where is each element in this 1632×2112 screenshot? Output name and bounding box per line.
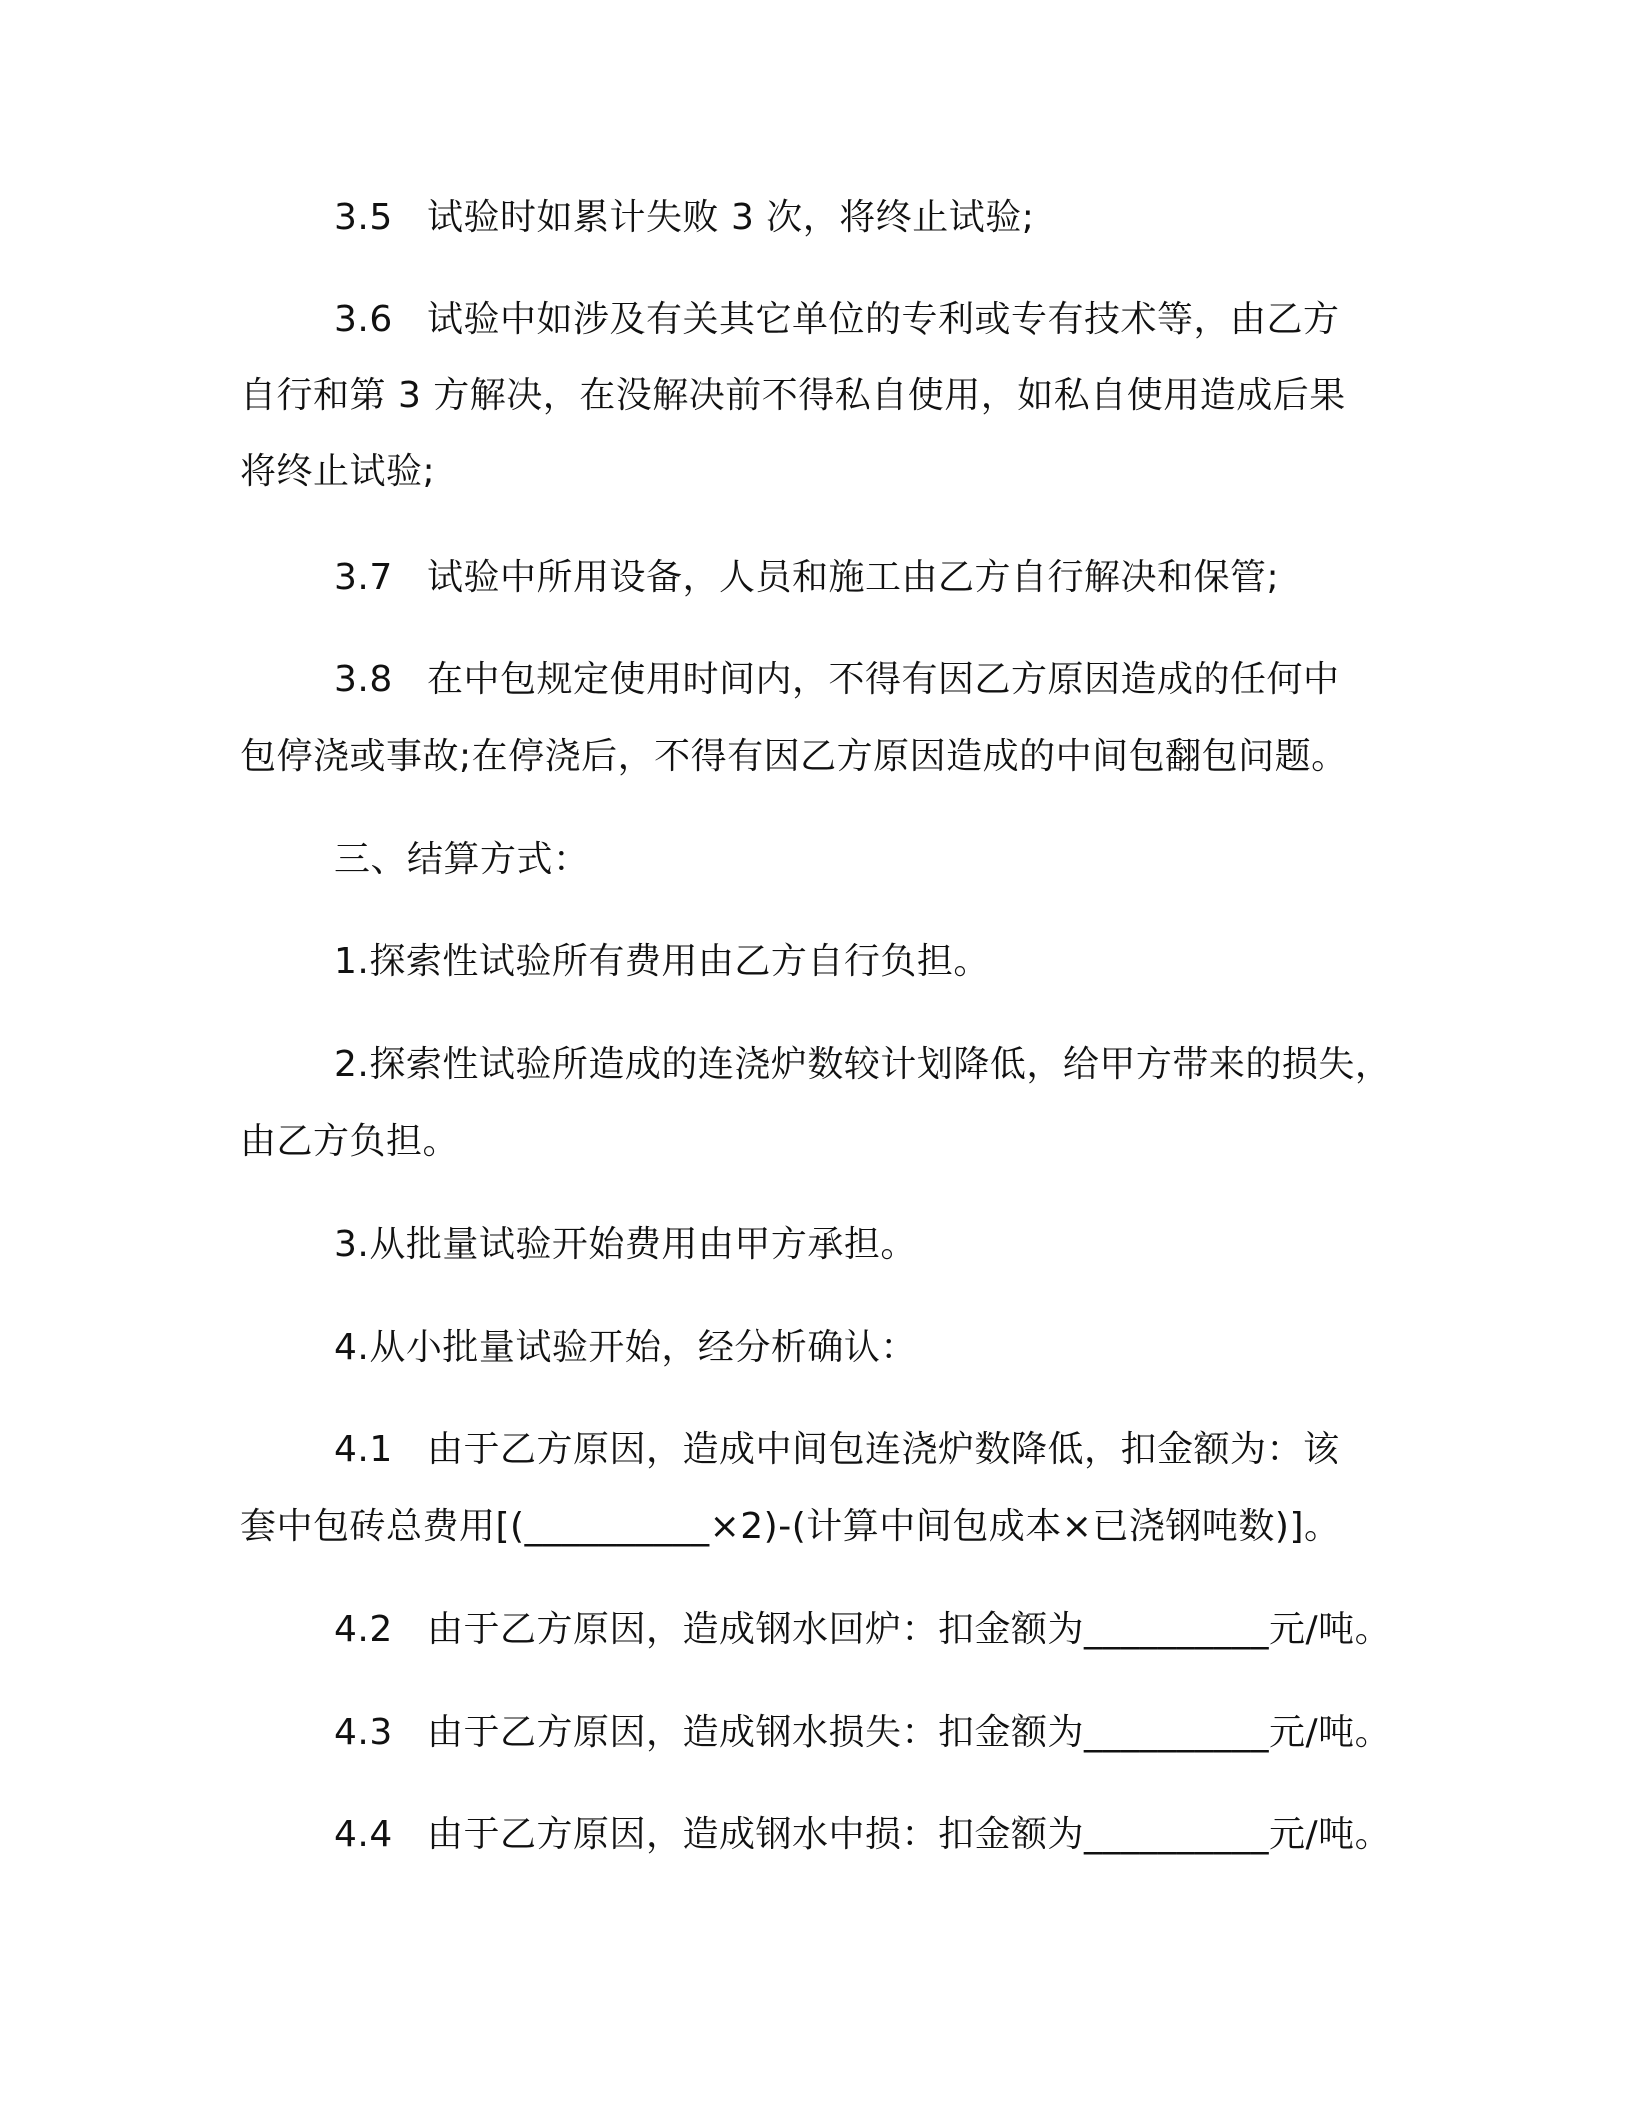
clause-number: 4.3 xyxy=(334,1712,393,1753)
clause-3-8 xyxy=(334,658,1340,702)
clause-3-8-line-2: 包停浇或事故;在停浇后，不得有因乙方原因造成的中间包翻包问题。 xyxy=(240,736,1348,777)
clause-3-6-line-3: 将终止试验; xyxy=(240,451,436,492)
clause-number: 4.2 xyxy=(334,1609,393,1650)
clause-text: 试验中如涉及有关其它单位的专利或专有技术等，由乙方 xyxy=(427,299,1340,340)
section-heading-settlement: 三、结算方式： xyxy=(334,839,590,880)
clause-text: 试验中所用设备，人员和施工由乙方自行解决和保管; xyxy=(427,557,1280,598)
clause-3-5 xyxy=(334,196,1034,240)
clause-text: 由于乙方原因，造成钢水中损：扣金额为__________元/吨。 xyxy=(427,1814,1392,1855)
clause-4-1-line-2: 套中包砖总费用[(__________×2)-(计算中间包成本×已浇钢吨数)]。 xyxy=(240,1506,1341,1547)
clause-3-6 xyxy=(334,298,1340,342)
clause-number: 3.8 xyxy=(334,659,393,700)
clause-text: 试验时如累计失败 3 次，将终止试验; xyxy=(427,197,1035,238)
settlement-item-4: 4.从小批量试验开始，经分析确认： xyxy=(334,1327,917,1368)
clause-4-2 xyxy=(334,1608,1391,1652)
clause-3-6-line-2: 自行和第 3 方解决，在没解决前不得私自使用，如私自使用造成后果 xyxy=(240,375,1346,416)
clause-4-3 xyxy=(334,1711,1391,1755)
clause-3-7 xyxy=(334,556,1279,600)
clause-4-1 xyxy=(334,1428,1340,1472)
clause-number: 4.1 xyxy=(334,1429,393,1470)
clause-text: 在中包规定使用时间内，不得有因乙方原因造成的任何中 xyxy=(427,659,1340,700)
clause-number: 4.4 xyxy=(334,1814,393,1855)
clause-text: 由于乙方原因，造成中间包连浇炉数降低，扣金额为：该 xyxy=(427,1429,1340,1470)
clause-number: 3.5 xyxy=(334,197,393,238)
clause-number: 3.7 xyxy=(334,557,393,598)
settlement-item-2-line-2: 由乙方负担。 xyxy=(240,1121,460,1162)
settlement-item-1: 1.探索性试验所有费用由乙方自行负担。 xyxy=(334,941,990,982)
settlement-item-3: 3.从批量试验开始费用由甲方承担。 xyxy=(334,1224,917,1265)
settlement-item-2: 2.探索性试验所造成的连浇炉数较计划降低，给甲方带来的损失， xyxy=(334,1044,1392,1085)
clause-4-4 xyxy=(334,1813,1391,1857)
clause-text: 由于乙方原因，造成钢水回炉：扣金额为__________元/吨。 xyxy=(427,1609,1392,1650)
clause-text: 由于乙方原因，造成钢水损失：扣金额为__________元/吨。 xyxy=(427,1712,1392,1753)
clause-number: 3.6 xyxy=(334,299,393,340)
